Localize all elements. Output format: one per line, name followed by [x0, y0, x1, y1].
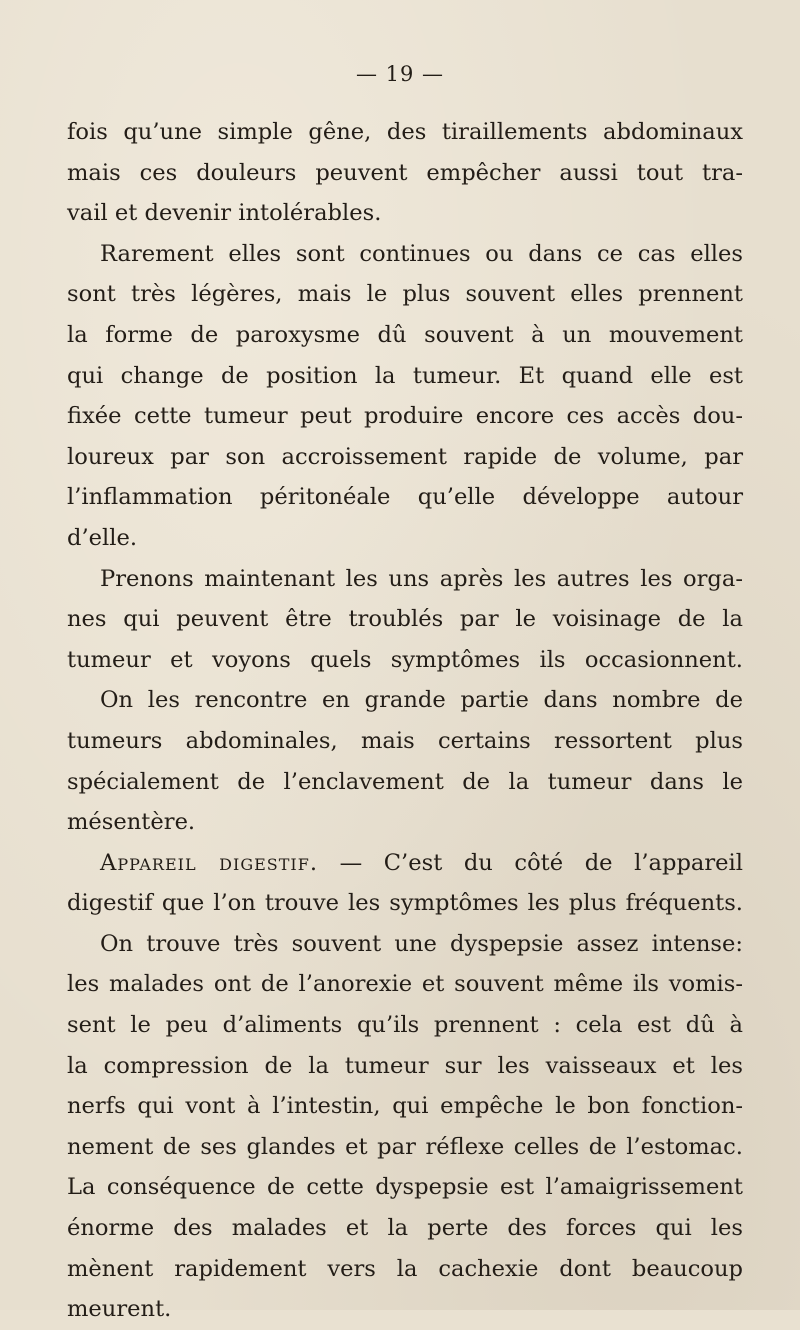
text-line: qui change de position la tumeur. Et quand elle est	[67, 362, 743, 389]
text-line: tumeurs abdominales, mais certains ressortent plus	[67, 727, 743, 754]
text-line: sont très légères, mais le plus souvent elles prennent	[67, 281, 743, 308]
text-line: fixée cette tumeur peut produire encore ces accès dou-	[67, 403, 743, 430]
text-line: vail et devenir intolérables.	[67, 200, 382, 227]
text-line: nerfs qui vont à l’intestin, qui empêche le bon fonction-	[67, 1093, 743, 1120]
section-line	[67, 843, 743, 884]
text-line: mènent rapidement vers la cachexie dont beaucoup	[67, 1255, 743, 1282]
text-line: fois qu’une simple gêne, des tiraillements abdominaux	[67, 119, 743, 145]
section-line-text: — C’est du côté de l’appareil	[339, 849, 743, 876]
text-line: On trouve très souvent une dyspepsie assez intense:	[100, 930, 743, 957]
text-line: mais ces douleurs peuvent empêcher aussi tout tra-	[67, 159, 743, 186]
text-line: On les rencontre en grande partie dans nombre de	[100, 687, 743, 714]
text-line: La conséquence de cette dyspepsie est l’amaigrissement	[67, 1174, 743, 1201]
page-number: — 19 —	[355, 62, 445, 86]
text-line: les malades ont de l’anorexie et souvent même ils vomis-	[67, 971, 743, 998]
text-line: la forme de paroxysme dû souvent à un mouvement	[67, 321, 743, 348]
text-line: sent le peu d’aliments qu’ils prennent : cela est dû à	[67, 1012, 743, 1039]
text-line: tumeur et voyons quels symptômes ils occasionnent.	[67, 646, 743, 673]
text-line: d’elle.	[67, 524, 138, 551]
text-line: nes qui peuvent être troublés par le voisinage de la	[67, 606, 743, 633]
text-line: l’inflammation péritonéale qu’elle développe autour	[67, 484, 743, 511]
body-text	[67, 112, 743, 1330]
text-line: Prenons maintenant les uns après les autres les orga-	[100, 565, 743, 592]
text-line: la compression de la tumeur sur les vaisseaux et les	[67, 1052, 743, 1079]
text-line: énorme des malades et la perte des forces qui les	[67, 1215, 743, 1242]
text-line: Rarement elles sont continues ou dans ce cas elles	[100, 240, 743, 267]
text-line: mésentère.	[67, 809, 196, 836]
text-line: loureux par son accroissement rapide de volume, par	[67, 443, 743, 470]
text-line: meurent.	[67, 1296, 172, 1323]
section-heading: Appareil digestif.	[100, 849, 319, 876]
text-line: nement de ses glandes et par réflexe celles de l’estomac.	[67, 1133, 743, 1160]
text-line: spécialement de l’enclavement de la tumeur dans le	[67, 768, 743, 795]
text-line: digestif que l’on trouve les symptômes les plus fréquents.	[67, 890, 743, 917]
